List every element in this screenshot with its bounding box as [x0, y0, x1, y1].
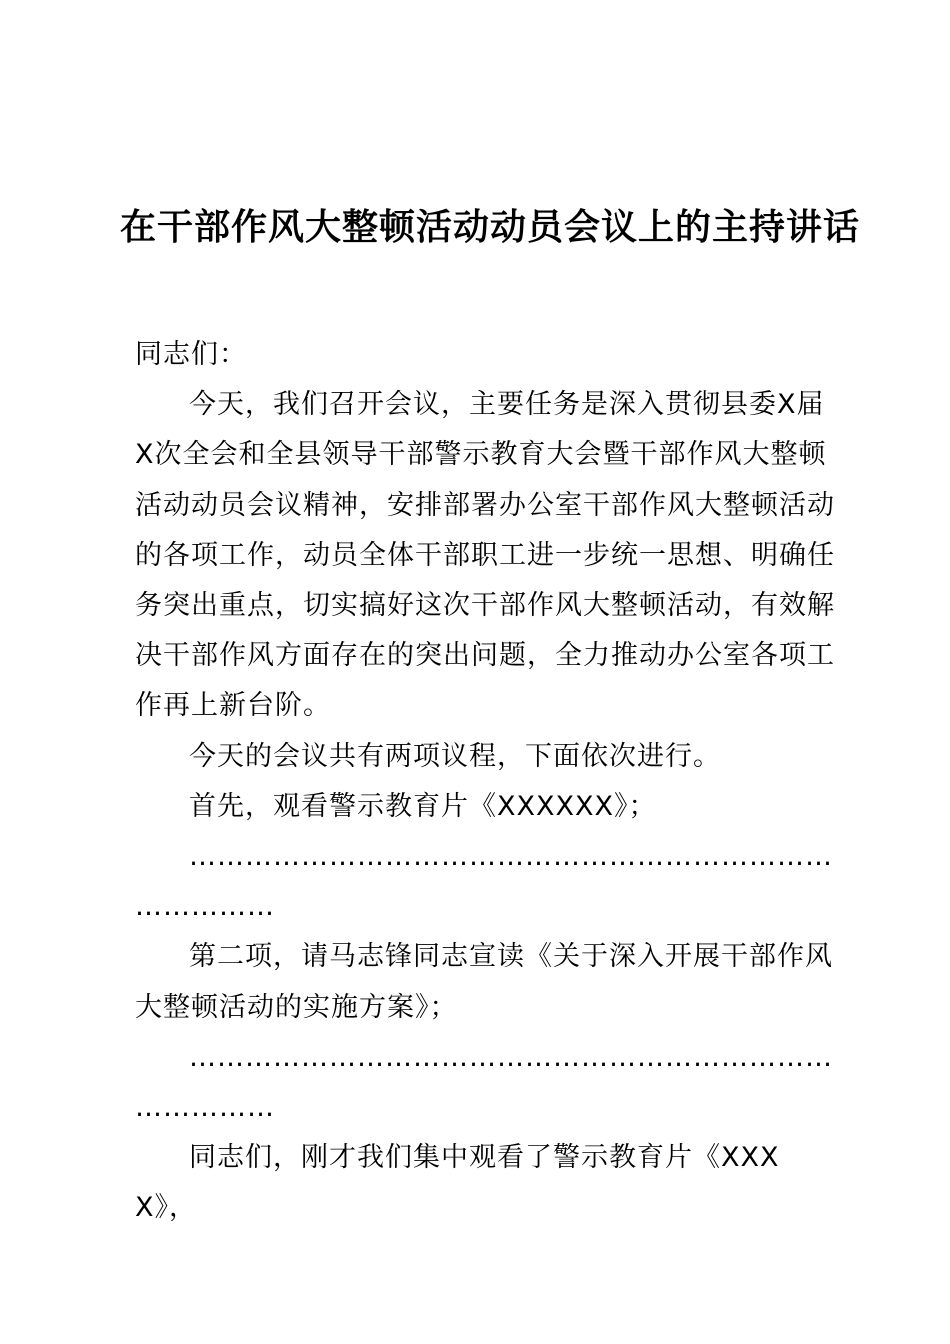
paragraph-agenda: 今天的会议共有两项议程，下面依次进行。: [189, 740, 721, 772]
paragraph-closing: 同志们，刚才我们集中观看了警示教育片《XXXX》，: [135, 1142, 780, 1224]
ellipsis-line: ……………: [135, 891, 275, 923]
paragraph-item-one: 首先，观看警示教育片《XXXXXX》；: [189, 790, 657, 822]
document-body: [135, 330, 840, 1234]
ellipsis-line: ……………………………………………………………: [189, 1041, 833, 1073]
ellipsis-line: ……………………………………………………………: [189, 841, 833, 873]
salutation: 同志们：: [135, 339, 247, 370]
paragraph-intro: 今天，我们召开会议，主要任务是深入贯彻县委X届X次全会和全县领导干部警示教育大会暨干部作风大整顿活动动员会议精神，安排部署办公室干部作风大整顿活动的各项工作，动员全体干部职工进一步统一思想、明确任务突出重点，切实搞好这次干部作风大整顿活动，有效解决干部作风方面存在的突出问题，全力推动办公室各项工作再上新台阶。: [135, 389, 835, 722]
document-title: 在干部作风大整顿活动动员会议上的主持讲话: [120, 207, 861, 248]
ellipsis-line: ……………: [135, 1092, 275, 1124]
paragraph-item-two: 第二项，请马志锋同志宣读《关于深入开展干部作风大整顿活动的实施方案》；: [135, 941, 833, 1023]
